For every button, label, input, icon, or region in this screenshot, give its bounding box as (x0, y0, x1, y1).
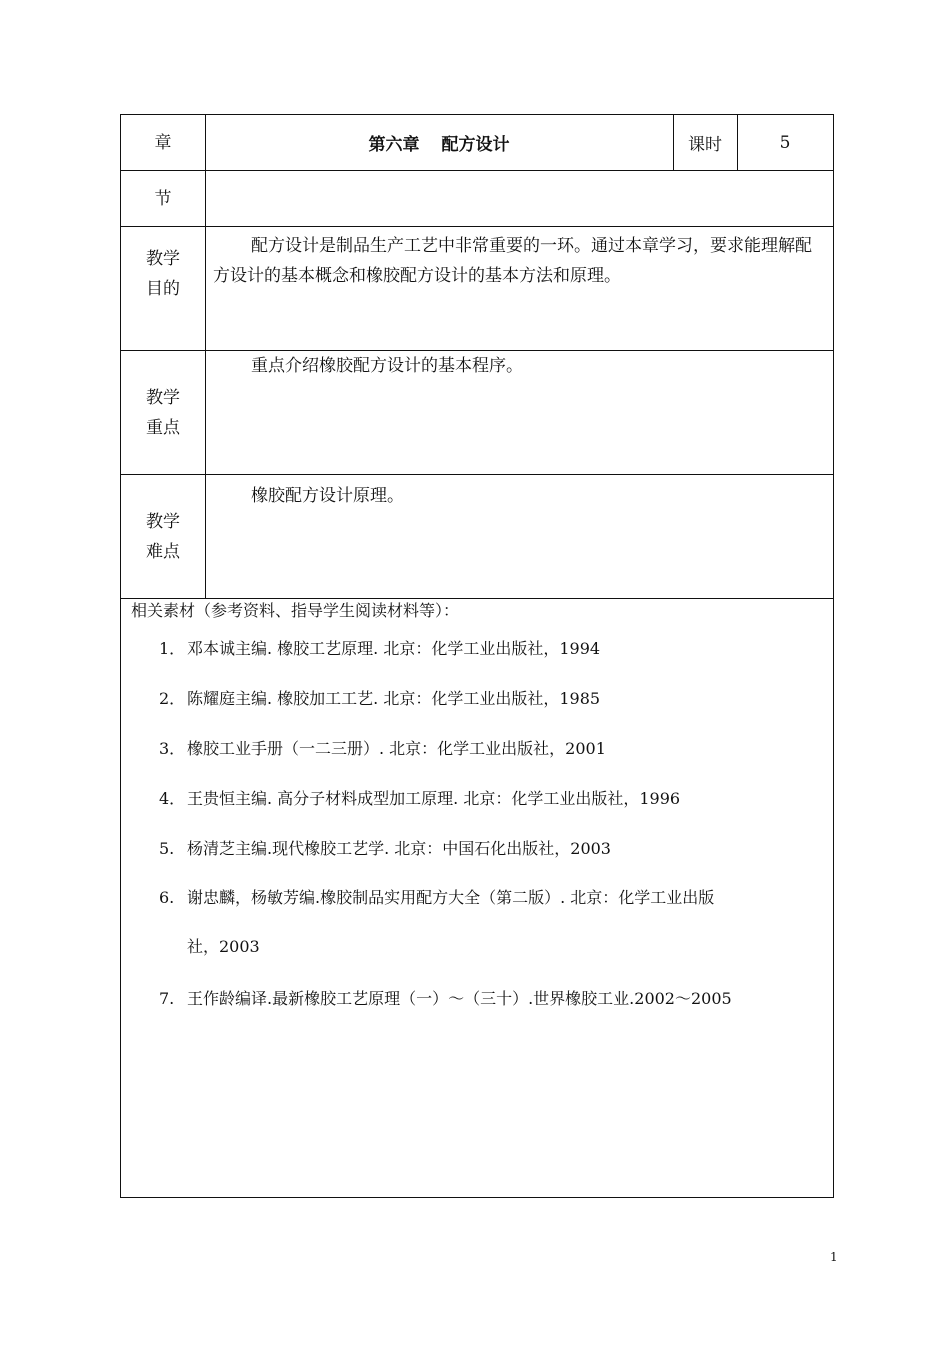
reference-number: 6. (159, 888, 175, 907)
section-label: 节 (154, 188, 172, 209)
objectives-label-line2: 目的 (146, 278, 180, 299)
materials-section (121, 599, 833, 1197)
reference-text: 橡胶工业手册（一二三册）. 北京：化学工业出版社，2001 (187, 739, 606, 758)
key-points-row (121, 351, 833, 475)
difficulties-label (121, 475, 205, 598)
page-number: 1 (830, 1250, 838, 1264)
reference-number: 5. (159, 839, 175, 858)
key-points-text: 重点介绍橡胶配方设计的基本程序。 (251, 356, 523, 376)
reference-item (159, 737, 825, 761)
reference-item (159, 687, 825, 711)
reference-text: 王贵恒主编. 高分子材料成型加工原理. 北京：化学工业出版社，1996 (187, 789, 681, 808)
reference-number: 4． (159, 789, 186, 808)
key-points-label-line1: 教学 (146, 387, 180, 408)
reference-continuation: 社，2003 (187, 937, 260, 956)
reference-text: 杨清芝主编.现代橡胶工艺学. 北京：中国石化出版社，2003 (187, 839, 611, 858)
chapter-label: 章 (154, 132, 172, 153)
reference-item (159, 637, 825, 661)
reference-item (159, 837, 825, 861)
chapter-name: 配方设计 (441, 135, 510, 155)
difficulties-label-line1: 教学 (146, 511, 180, 532)
reference-item (159, 787, 825, 811)
objectives-label-line1: 教学 (146, 248, 180, 269)
materials-heading: 相关素材（参考资料、指导学生阅读材料等）： (131, 601, 460, 620)
hours-value: 5 (779, 132, 791, 153)
reference-number: 1． (159, 639, 186, 658)
reference-item (159, 987, 825, 1011)
difficulties-row (121, 475, 833, 599)
reference-number: 7. (159, 989, 175, 1008)
chapter-number: 第六章 (368, 135, 420, 155)
reference-text: 邓本诚主编. 橡胶工艺原理. 北京：化学工业出版社，1994 (187, 639, 601, 658)
key-points-label-line2: 重点 (146, 417, 180, 438)
lesson-plan-table (120, 114, 834, 1198)
hours-label: 课时 (688, 135, 722, 155)
objectives-label (121, 227, 205, 320)
reference-number: 3． (159, 739, 186, 758)
reference-item (159, 886, 825, 910)
header-row (121, 115, 833, 171)
objectives-text: 配方设计是制品生产工艺中非常重要的一环。通过本章学习，要求能理解配方设计的基本概念和橡胶配方设计的基本方法和原理。 (213, 236, 812, 286)
section-row (121, 171, 833, 227)
reference-text: 谢忠麟，杨敏芳编.橡胶制品实用配方大全（第二版）. 北京：化学工业出版 (187, 888, 715, 907)
difficulties-text: 橡胶配方设计原理。 (251, 486, 404, 506)
difficulties-label-line2: 难点 (146, 541, 180, 562)
chapter-title (205, 115, 673, 170)
reference-text: 陈耀庭主编. 橡胶加工工艺. 北京：化学工业出版社，1985 (187, 689, 601, 708)
reference-text: 王作龄编译.最新橡胶工艺原理（一）～（三十）.世界橡胶工业.2002～2005 (187, 989, 732, 1008)
reference-number: 2． (159, 689, 186, 708)
objectives-row (121, 227, 833, 351)
key-points-label (121, 351, 205, 474)
